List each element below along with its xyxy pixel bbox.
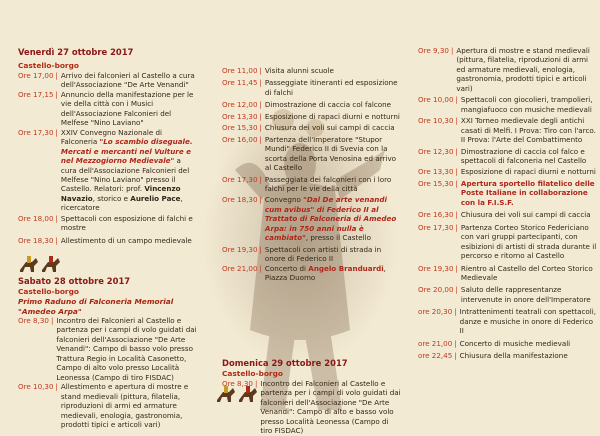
event-row: Ore 18,30 | Convegno "Dal De arte venandi cum avibus" di Federico II al Trattato di Falconeria di Amedeo Arpa: in 750 anni nulla è cambiato", presso il Castello <box>222 195 397 243</box>
event-row: Ore 8,30 | Incontro dei Falconieri al Castello e partenza per i campi di volo guidati dai falconieri dell'Associazione "De Arte Venandi": Campo di basso volo presso Trattura Regio in Località Casonetto, Campo di alto volo presso Località Leonessa (Campo di tiro FISDAC) <box>18 316 197 382</box>
event-row: Ore 17,30 | Partenza Corteo Storico Federiciano con vari gruppi partecipanti, con esibizioni di artisti di strada durante il percorso e ritorno al Castello <box>418 222 597 261</box>
event-row: Ore 17,30 | Passeggiata dei falconieri con i loro falchi per le vie della città <box>222 174 392 193</box>
event-row: Ore 20,00 | Saluto delle rappresentanze intervenute in onore dell'Imperatore <box>418 285 591 304</box>
event-row: Ore 11,45 | Passeggiate itineranti ed esposizione di falchi <box>222 78 398 97</box>
knights-icon-left <box>18 252 64 274</box>
event-row: Ore 18,00 | Spettacoli con esposizione di falchi e mostre <box>18 213 193 233</box>
day3-title: Domenica 29 ottobre 2017 <box>222 358 348 368</box>
event-row: Ore 16,30 | Chiusura dei voli sui campi di caccia <box>418 210 591 220</box>
event-row: Ore 13,30 | Esposizione di rapaci diurni e notturni <box>222 111 400 121</box>
raduno-title: Primo Raduno di Falconeria Memorial "Amedeo Arpa" <box>18 297 174 316</box>
event-row: Ore 10,00 | Spettacoli con giocolieri, trampolieri, mangiafuoco con musiche medievali <box>418 95 593 114</box>
event-row: Ore 9,30 | Apertura di mostre e stand medievali (pittura, filatelia, riproduzioni di armi ed armature medievali, enologia, gastronomia, prodotti tipici e articoli vari) <box>418 46 590 93</box>
event-row: Ore 12,30 | Dimostrazione di caccia col falco e spettacoli di falconeria nel Castello <box>418 146 587 165</box>
event-row: Ore 16,00 | Partenza dell'Imperatore "Stupor Mundi" Federico II di Svevia con la scorta della Porta Venosina ed arrivo al Castello <box>222 134 397 173</box>
event-row: Ore 21,00 | Concerto di Angelo Branduardi, Piazza Duomo <box>222 263 386 283</box>
event-row: Ore 10,30 | Allestimento e apertura di mostre e stand medievali (pittura, filatelia, riproduzioni di armi ed armature medievali, enologia, gastronomia, prodotti tipici e articoli vari) <box>18 382 189 429</box>
event-row: ore 21,00 | Concerto di musiche medievali <box>418 338 571 348</box>
event-row: ore 22,45 | Chiusura della manifestazione <box>418 351 568 361</box>
event-row: Ore 15,30 | Apertura sportello filatelico delle Poste Italiane in collaborazione con la F.I.S.F. <box>418 178 595 207</box>
day1-location: Castello-borgo <box>18 61 79 70</box>
event-row: Ore 17,15 | Annuncio della manifestazione per le vie della città con i Musici dell'Associazione Falconieri del Melfese "Nino Laviano" <box>18 89 194 128</box>
event-row: Ore 19,30 | Rientro al Castello del Corteo Storico Medievale <box>418 263 593 282</box>
event-row: Ore 17,00 | Arrivo dei falconieri al Castello a cura dell'Associazione "De Arte Venandi" <box>18 71 195 90</box>
day1-title: Venerdì 27 ottobre 2017 <box>18 47 134 57</box>
event-row: Ore 12,00 | Dimostrazione di caccia col falcone <box>222 100 392 110</box>
event-row: Ore 8,30 | Incontro dei Falconieri al Castello e partenza per i campi di volo guidati dai falconieri dell'Associazione "De Arte Venandi": Campo di alto e basso volo presso Località Leonessa (Campo di tiro FISDAC) <box>222 379 401 436</box>
event-row: Ore 17,30 | XXIV Convegno Nazionale di Falconeria "Lo scambio diseguale. Mercati e mercanti nel Vulture e nel Mezzogiorno Medievale" a cura dell'Associazione Falconieri del Melfese "Nino Laviano" presso il Castello. Relatori: prof. Vincenzo Navazio, storico e Aurelio Pace, ricercatore <box>18 127 193 213</box>
event-row: ore 20,30 | Intrattenimenti teatrali con spettacoli, danze e musiche in onore di Federico II <box>418 307 597 336</box>
day3-location: Castello-borgo <box>222 369 283 378</box>
event-row: Ore 15,30 | Chiusura dei voli sui campi di caccia <box>222 123 395 133</box>
event-row: Ore 11,00 | Visita alunni scuole <box>222 66 334 75</box>
day2-title: Sabato 28 ottobre 2017 <box>18 276 131 286</box>
event-row: Ore 13,30 | Esposizione di rapaci diurni e notturni <box>418 167 596 177</box>
event-row: Ore 10,30 | XXI Torneo medievale degli antichi casati di Melfi. I Prova: Tiro con l'arco. II Prova: l'Arte del Combattimento <box>418 116 596 145</box>
event-row: Ore 18,30 | Allestimento di un campo medievale <box>18 235 192 245</box>
day2-location: Castello-borgo <box>18 287 79 296</box>
event-row: Ore 19,30 | Spettacoli con artisti di strada in onore di Federico II <box>222 244 382 264</box>
